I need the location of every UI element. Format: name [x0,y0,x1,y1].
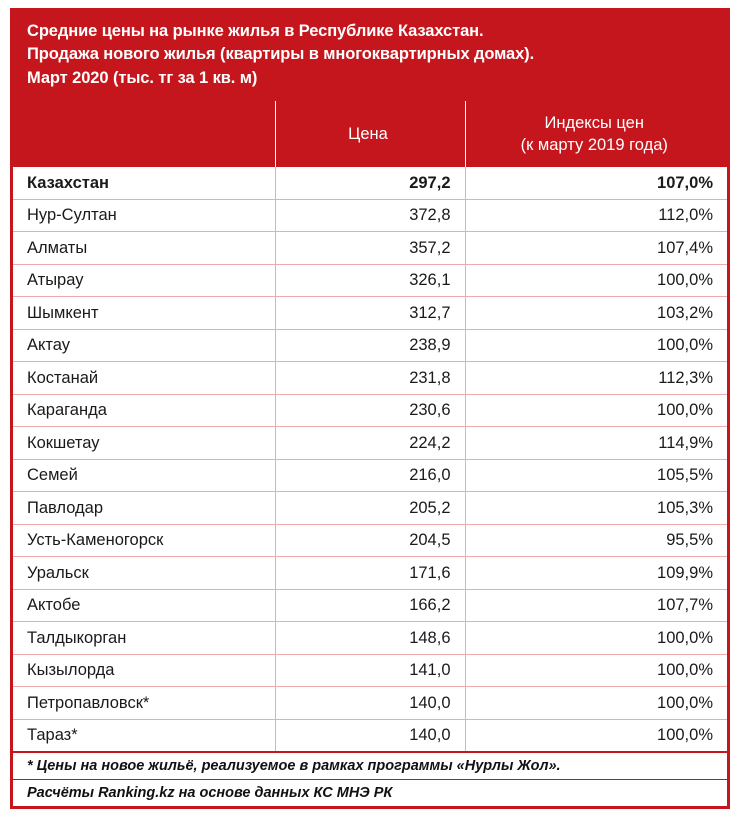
row-price-value: 224,2 [275,427,465,460]
title-line-3: Март 2020 (тыс. тг за 1 кв. м) [27,68,258,87]
footnote-row-1 [13,752,727,780]
table-head [13,101,727,167]
row-price-value: 204,5 [275,524,465,557]
row-index-value: 95,5% [465,524,727,557]
table-row [13,264,727,297]
row-index-value: 109,9% [465,557,727,590]
row-region-name: Кокшетау [13,427,275,460]
table-row [13,362,727,395]
row-price-value: 205,2 [275,492,465,525]
row-region-name: Актау [13,329,275,362]
row-price-value: 231,8 [275,362,465,395]
table-row [13,589,727,622]
row-region-name: Петропавловск* [13,687,275,720]
row-price-value: 148,6 [275,622,465,655]
row-price-value: 140,0 [275,719,465,752]
table-row [13,167,727,199]
row-region-name: Семей [13,459,275,492]
table-body [13,167,727,806]
table-row [13,719,727,752]
row-index-value: 100,0% [465,329,727,362]
row-region-name: Алматы [13,232,275,265]
row-region-name: Павлодар [13,492,275,525]
row-region-name: Кызылорда [13,654,275,687]
column-header-price-label: Цена [348,125,388,144]
table-row [13,232,727,265]
row-region-name: Костанай [13,362,275,395]
row-region-name: Тараз* [13,719,275,752]
row-index-value: 100,0% [465,394,727,427]
row-region-name: Нур-Султан [13,199,275,232]
table-row [13,297,727,330]
row-index-value: 112,3% [465,362,727,395]
row-index-value: 107,4% [465,232,727,265]
row-index-value: 100,0% [465,264,727,297]
row-region-name: Казахстан [13,167,275,199]
column-header-price [275,101,465,167]
table-row [13,199,727,232]
column-header-region [13,101,275,167]
row-price-value: 141,0 [275,654,465,687]
row-price-value: 171,6 [275,557,465,590]
row-index-value: 103,2% [465,297,727,330]
row-index-value: 100,0% [465,654,727,687]
row-price-value: 312,7 [275,297,465,330]
row-region-name: Актобе [13,589,275,622]
table-row [13,687,727,720]
row-index-value: 105,3% [465,492,727,525]
table-row [13,557,727,590]
title-line-1: Средние цены на рынке жилья в Республике Казахстан. [27,22,484,40]
housing-price-table [13,101,727,806]
row-price-value: 238,9 [275,329,465,362]
row-index-value: 105,5% [465,459,727,492]
row-price-value: 357,2 [275,232,465,265]
column-header-index [465,101,727,167]
row-region-name: Уральск [13,557,275,590]
row-index-value: 112,0% [465,199,727,232]
table-row [13,622,727,655]
row-region-name: Шымкент [13,297,275,330]
row-price-value: 372,8 [275,199,465,232]
footnote-text-2: Расчёты Ranking.kz на основе данных КС МНЭ РК [27,785,393,802]
table-row [13,654,727,687]
table-row [13,459,727,492]
table-row [13,427,727,460]
row-region-name: Усть-Каменогорск [13,524,275,557]
row-price-value: 326,1 [275,264,465,297]
footnote-row-2 [13,780,727,807]
row-region-name: Талдыкорган [13,622,275,655]
header-row [13,101,727,167]
column-header-index-line2: (к марту 2019 года) [520,136,668,155]
row-price-value: 230,6 [275,394,465,427]
column-header-index-line1: Индексы цен [544,114,644,132]
row-region-name: Караганда [13,394,275,427]
row-index-value: 114,9% [465,427,727,460]
column-header-index-label [466,112,728,157]
table-row [13,329,727,362]
row-index-value: 100,0% [465,719,727,752]
row-index-value: 100,0% [465,687,727,720]
row-price-value: 166,2 [275,589,465,622]
row-price-value: 297,2 [275,167,465,199]
title-block [13,11,727,101]
table-row [13,492,727,525]
row-index-value: 100,0% [465,622,727,655]
row-index-value: 107,7% [465,589,727,622]
row-index-value: 107,0% [465,167,727,199]
table-row [13,394,727,427]
footnote-text-1: * Цены на новое жильё, реализуемое в рамках программы «Нурлы Жол». [13,752,727,780]
row-price-value: 140,0 [275,687,465,720]
row-region-name: Атырау [13,264,275,297]
row-price-value: 216,0 [275,459,465,492]
report-card [10,8,730,809]
title-line-2: Продажа нового жилья (квартиры в многоквартирных домах). [27,45,535,64]
table-row [13,524,727,557]
